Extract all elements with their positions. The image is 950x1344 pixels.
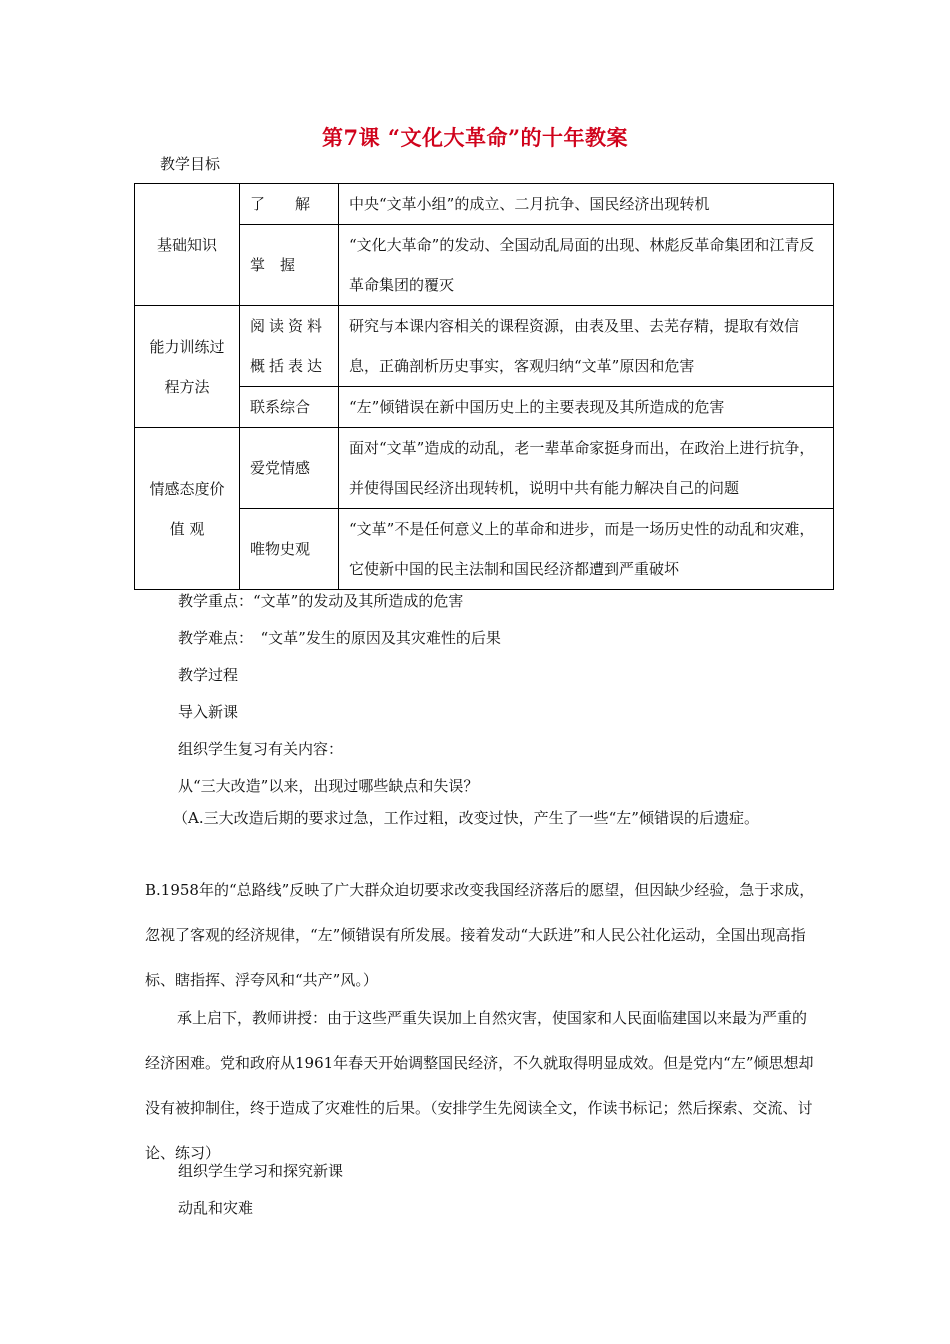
group-ability-method: 能力训练过程方法 [135,306,240,428]
group-basic-knowledge: 基础知识 [135,184,240,306]
organize-heading: 组织学生学习和探究新课 [178,1162,344,1180]
section-heading: 动乱和灾难 [178,1199,254,1217]
group-emotion-values: 情感态度价值 观 [135,428,240,590]
key-point: 教学重点：“文革”的发动及其所造成的危害 [178,592,464,610]
row-materialism-label: 唯物史观 [240,509,339,590]
document-title: 第7课 “文化大革命”的十年教案 [321,125,629,150]
intro-heading: 导入新课 [178,703,239,721]
answer-b: B.1958年的“总路线”反映了广大群众迫切要求改变我国经济落后的愿望，但因缺少经验，急于求成，忽视了客观的经济规律，“左”倾错误有所发展。接着发动“大跃进”和人民公社化运动，全国出现高指标、瞎指挥、浮夸风和“共产”风。） [145,881,815,989]
teaching-goals-label: 教学目标 [160,155,221,173]
process-heading: 教学过程 [178,666,239,684]
row-master-label: 掌 握 [240,225,339,306]
row-master-text: “文化大革命”的发动、全国动乱局面的出现、林彪反革命集团和江青反革命集团的覆灭 [339,225,834,306]
row-integration-text: “左”倾错误在新中国历史上的主要表现及其所造成的危害 [339,387,834,428]
row-reading-text: 研究与本课内容相关的课程资源，由表及里、去芜存精，提取有效信息，正确剖析历史事实，客观归纳“文革”原因和危害 [339,306,834,387]
question-text: 从“三大改造”以来，出现过哪些缺点和失误？ [178,777,479,795]
review-text: 组织学生复习有关内容： [178,740,344,758]
row-party-love-text: 面对“文革”造成的动乱，老一辈革命家挺身而出，在政治上进行抗争，并使得国民经济出现转机，说明中共有能力解决自己的问题 [339,428,834,509]
row-understand-label: 了 解 [240,184,339,225]
row-reading-label: 阅读资料概括表达 [240,306,339,387]
row-integration-label: 联系综合 [240,387,339,428]
teaching-goals-table [134,183,834,590]
row-materialism-text: “文革”不是任何意义上的革命和进步，而是一场历史性的动乱和灾难，它使新中国的民主法制和国民经济都遭到严重破坏 [339,509,834,590]
transition-paragraph: 承上启下，教师讲授：由于这些严重失误加上自然灾害，使国家和人民面临建国以来最为严重的经济困难。党和政府从1961年春天开始调整国民经济，不久就取得明显成效。但是党内“左”倾思想却没有被抑制住，终于造成了灾难性的后果。（安排学生先阅读全文，作读书标记；然后探索、交流、讨论、练习） [145,1009,814,1162]
row-understand-text: 中央“文革小组”的成立、二月抗争、国民经济出现转机 [339,184,834,225]
difficulty: 教学难点： “文革”发生的原因及其灾难性的后果 [178,629,501,647]
row-party-love-label: 爱党情感 [240,428,339,509]
answer-a: （A.三大改造后期的要求过急，工作过粗，改变过快，产生了一些“左”倾错误的后遗症。 [173,809,759,827]
